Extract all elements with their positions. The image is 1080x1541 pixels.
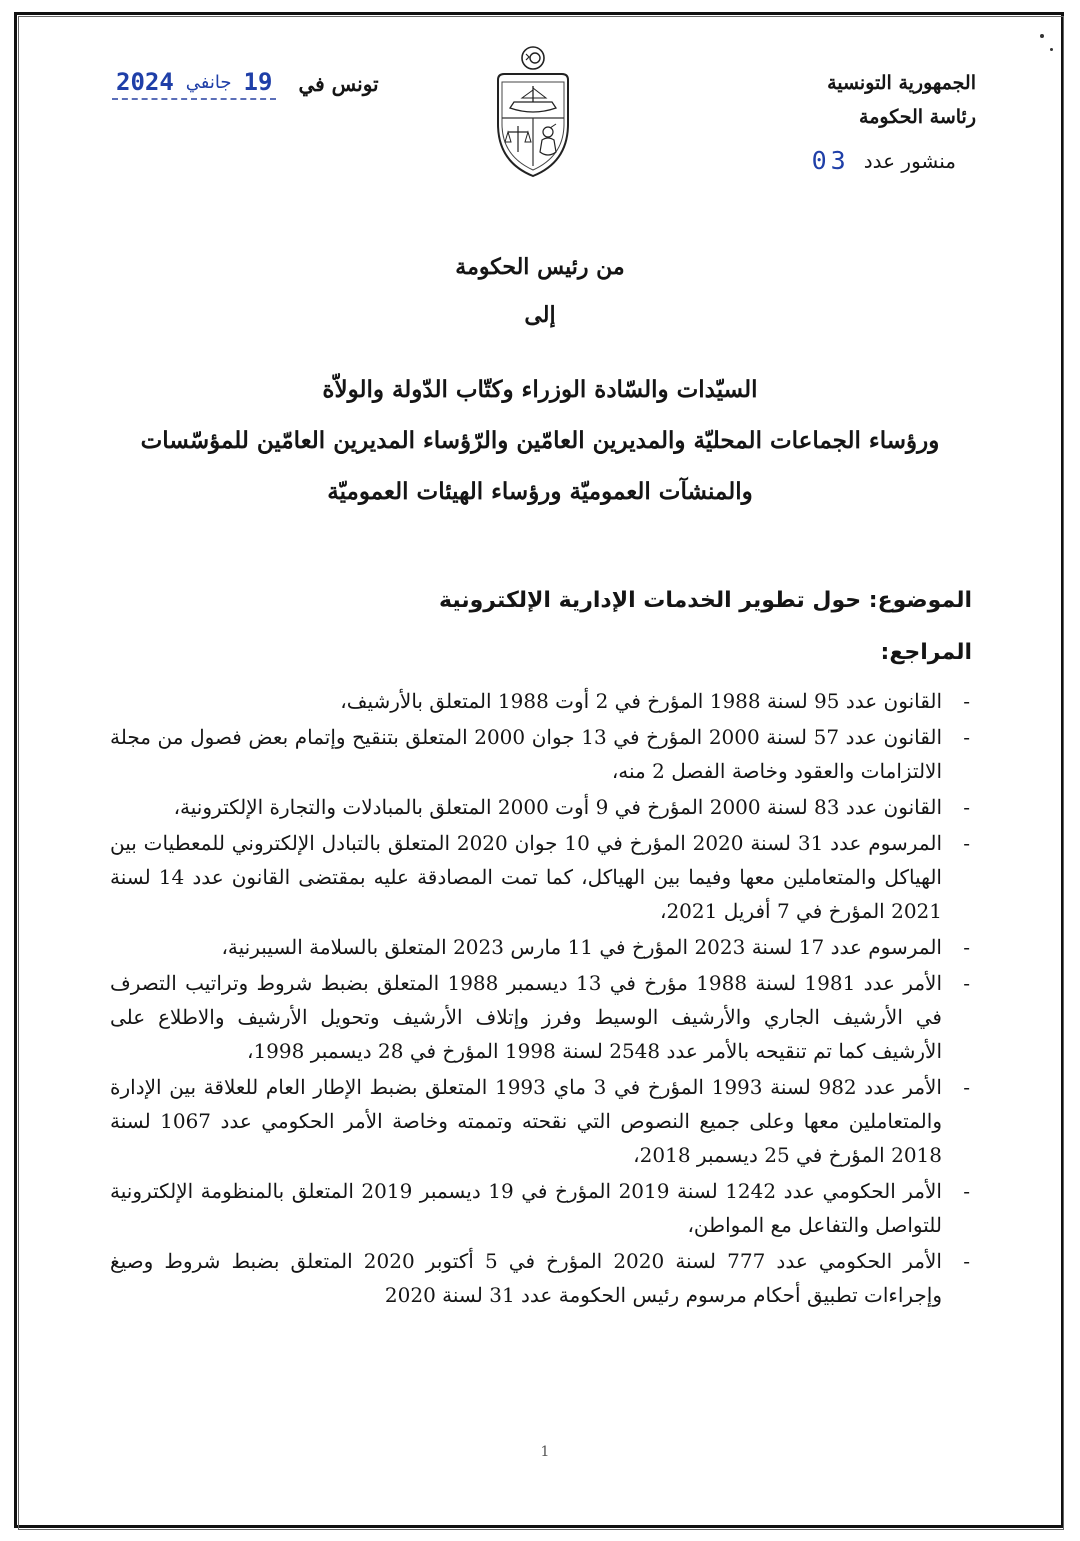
- presidency-name: رئاسة الحكومة: [859, 106, 976, 128]
- addressee-line: والمنشآت العموميّة ورؤساء الهيئات العموميّة: [327, 478, 753, 505]
- date-stamp: [112, 68, 276, 100]
- sender: من رئيس الحكومة: [455, 254, 625, 280]
- bullet-dash: -: [963, 1075, 970, 1099]
- bullet-dash: -: [963, 1249, 970, 1273]
- stamp-month: جانفي: [185, 71, 232, 93]
- bullet-dash: -: [963, 689, 970, 713]
- letterhead: [827, 66, 976, 134]
- reference-text: المرسوم عدد 17 لسنة 2023 المؤرخ في 11 مارس 2023 المتعلق بالسلامة السيبرنية،: [221, 935, 942, 959]
- reference-text: المرسوم عدد 31 لسنة 2020 المؤرخ في 10 جوان 2020 المتعلق بالتبادل الإلكتروني للمعطيات بين الهياكل والمتعاملين معها وفيما بين الهياكل، كما تمت المصادقة عليه بمقتضى القانون عدد 14 لسنة 2021 المؤرخ في 7 أفريل 2021،: [110, 831, 943, 923]
- bullet-dash: -: [963, 935, 970, 959]
- to-label: إلى: [524, 302, 556, 328]
- reference-text: الأمر الحكومي عدد 777 لسنة 2020 المؤرخ في 5 أكتوبر 2020 المتعلق بضبط شروط وصيغ وإجراءات تطبيق أحكام مرسوم رئيس الحكومة عدد 31 لسنة 2020: [110, 1249, 942, 1307]
- stamp-year: 2024: [116, 68, 174, 96]
- bullet-dash: -: [963, 1179, 970, 1203]
- reference-item: [110, 1070, 970, 1172]
- circular-number-line: [812, 146, 956, 175]
- reference-item: [110, 684, 970, 718]
- reference-text: الأمر الحكومي عدد 1242 لسنة 2019 المؤرخ في 19 ديسمبر 2019 المتعلق بالمنظومة الإلكترونية للتواصل والتفاعل مع المواطن،: [110, 1179, 942, 1237]
- page-number: 1: [540, 1444, 550, 1460]
- references-heading: المراجع:: [880, 640, 972, 665]
- scan-speck: [1040, 34, 1044, 38]
- reference-item: [110, 790, 970, 824]
- reference-text: القانون عدد 95 لسنة 1988 المؤرخ في 2 أوت 1988 المتعلق بالأرشيف،: [340, 689, 942, 713]
- bullet-dash: -: [963, 795, 970, 819]
- bullet-dash: -: [963, 831, 970, 855]
- bullet-dash: -: [963, 725, 970, 749]
- bullet-dash: -: [963, 971, 970, 995]
- circular-number: 03: [811, 146, 850, 175]
- addressee-line: السيّدات والسّادة الوزراء وكتّاب الدّولة والولاّة: [322, 376, 758, 403]
- reference-item: [110, 720, 970, 788]
- reference-text: القانون عدد 57 لسنة 2000 المؤرخ في 13 جوان 2000 المتعلق بتنقيح وإتمام بعض فصول من مجلة الالتزامات والعقود وخاصة الفصل 2 منه،: [110, 725, 943, 783]
- reference-text: الأمر عدد 1981 لسنة 1988 مؤرخ في 13 ديسمبر 1988 المتعلق بضبط شروط وتراتيب التصرف في الأرشيف الجاري والأرشيف الوسيط وفرز وإتلاف الأرشيف وتحويل الأرشيف والاطلاع على الأرشيف كما تم تنقيحه بالأمر عدد 2548 لسنة 1998 المؤرخ في 28 ديسمبر 1998،: [110, 971, 942, 1063]
- addressee-line: ورؤساء الجماعات المحليّة والمديرين العامّين والرّؤساء المديرين العامّين للمؤسّسات: [140, 427, 940, 454]
- scan-speck: [1050, 48, 1053, 51]
- reference-item: [110, 1174, 970, 1242]
- subject-line: الموضوع: حول تطوير الخدمات الإدارية الإلكترونية: [439, 588, 972, 613]
- date-line: [112, 68, 379, 100]
- reference-text: الأمر عدد 982 لسنة 1993 المؤرخ في 3 ماي 1993 المتعلق بضبط الإطار العام للعلاقة بين الإدارة والمتعاملين معها وعلى جميع النصوص التي نقحته وتممته وخاصة الأمر الحكومي عدد 1067 لسنة 2018 المؤرخ في 25 ديسمبر 2018،: [110, 1075, 942, 1167]
- reference-item: [110, 826, 970, 928]
- city-date-label: تونس في: [298, 72, 379, 96]
- tunisia-coat-of-arms-icon: [490, 44, 576, 180]
- references-list: [110, 684, 970, 1314]
- republic-name: الجمهورية التونسية: [827, 72, 976, 94]
- circular-label: منشور عدد: [863, 148, 956, 173]
- reference-item: [110, 1244, 970, 1312]
- reference-item: [110, 930, 970, 964]
- reference-text: القانون عدد 83 لسنة 2000 المؤرخ في 9 أوت 2000 المتعلق بالمبادلات والتجارة الإلكترونية،: [173, 795, 942, 819]
- reference-item: [110, 966, 970, 1068]
- stamp-day: 19: [243, 68, 273, 96]
